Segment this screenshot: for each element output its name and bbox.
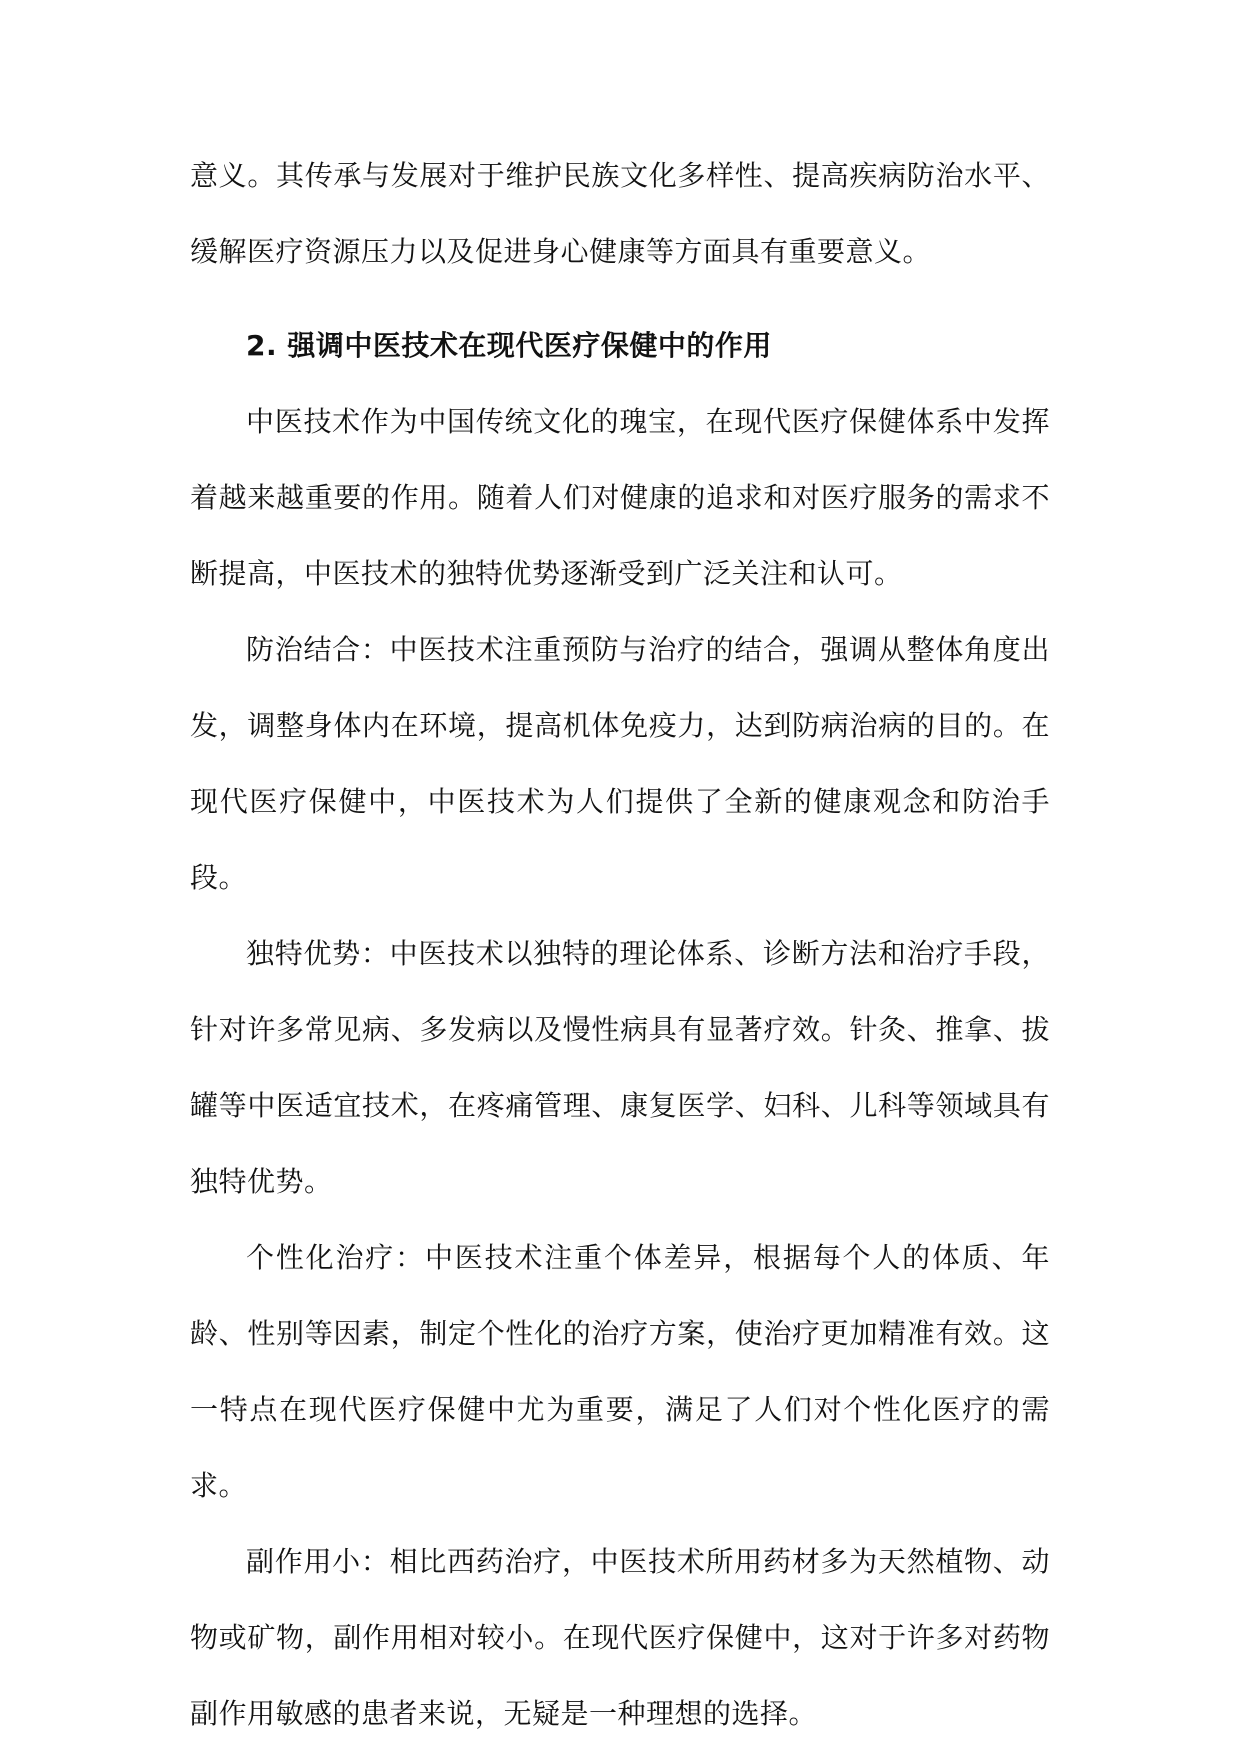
section-heading: 2. 强调中医技术在现代医疗保健中的作用 xyxy=(246,329,772,362)
document-body xyxy=(190,138,1050,1752)
paragraph-continuation: 意义。其传承与发展对于维护民族文化多样性、提高疾病防治水平、缓解医疗资源压力以及促进身心健康等方面具有重要意义。 xyxy=(190,159,1050,268)
paragraph-advantages: 独特优势：中医技术以独特的理论体系、诊断方法和治疗手段，针对许多常见病、多发病以及慢性病具有显著疗效。针灸、推拿、拔罐等中医适宜技术，在疼痛管理、康复医学、妇科、儿科等领域具有独特优势。 xyxy=(190,937,1050,1198)
paragraph-side-effects: 副作用小：相比西药治疗，中医技术所用药材多为天然植物、动物或矿物，副作用相对较小。在现代医疗保健中，这对于许多对药物副作用敏感的患者来说，无疑是一种理想的选择。 xyxy=(190,1545,1050,1730)
paragraph-prevention: 防治结合：中医技术注重预防与治疗的结合，强调从整体角度出发，调整身体内在环境，提高机体免疫力，达到防病治病的目的。在现代医疗保健中，中医技术为人们提供了全新的健康观念和防治手段。 xyxy=(190,633,1050,894)
paragraph-personalized: 个性化治疗：中医技术注重个体差异，根据每个人的体质、年龄、性别等因素，制定个性化的治疗方案，使治疗更加精准有效。这一特点在现代医疗保健中尤为重要，满足了人们对个性化医疗的需求。 xyxy=(190,1241,1050,1502)
paragraph-intro: 中医技术作为中国传统文化的瑰宝，在现代医疗保健体系中发挥着越来越重要的作用。随着人们对健康的追求和对医疗服务的需求不断提高，中医技术的独特优势逐渐受到广泛关注和认可。 xyxy=(190,405,1050,590)
